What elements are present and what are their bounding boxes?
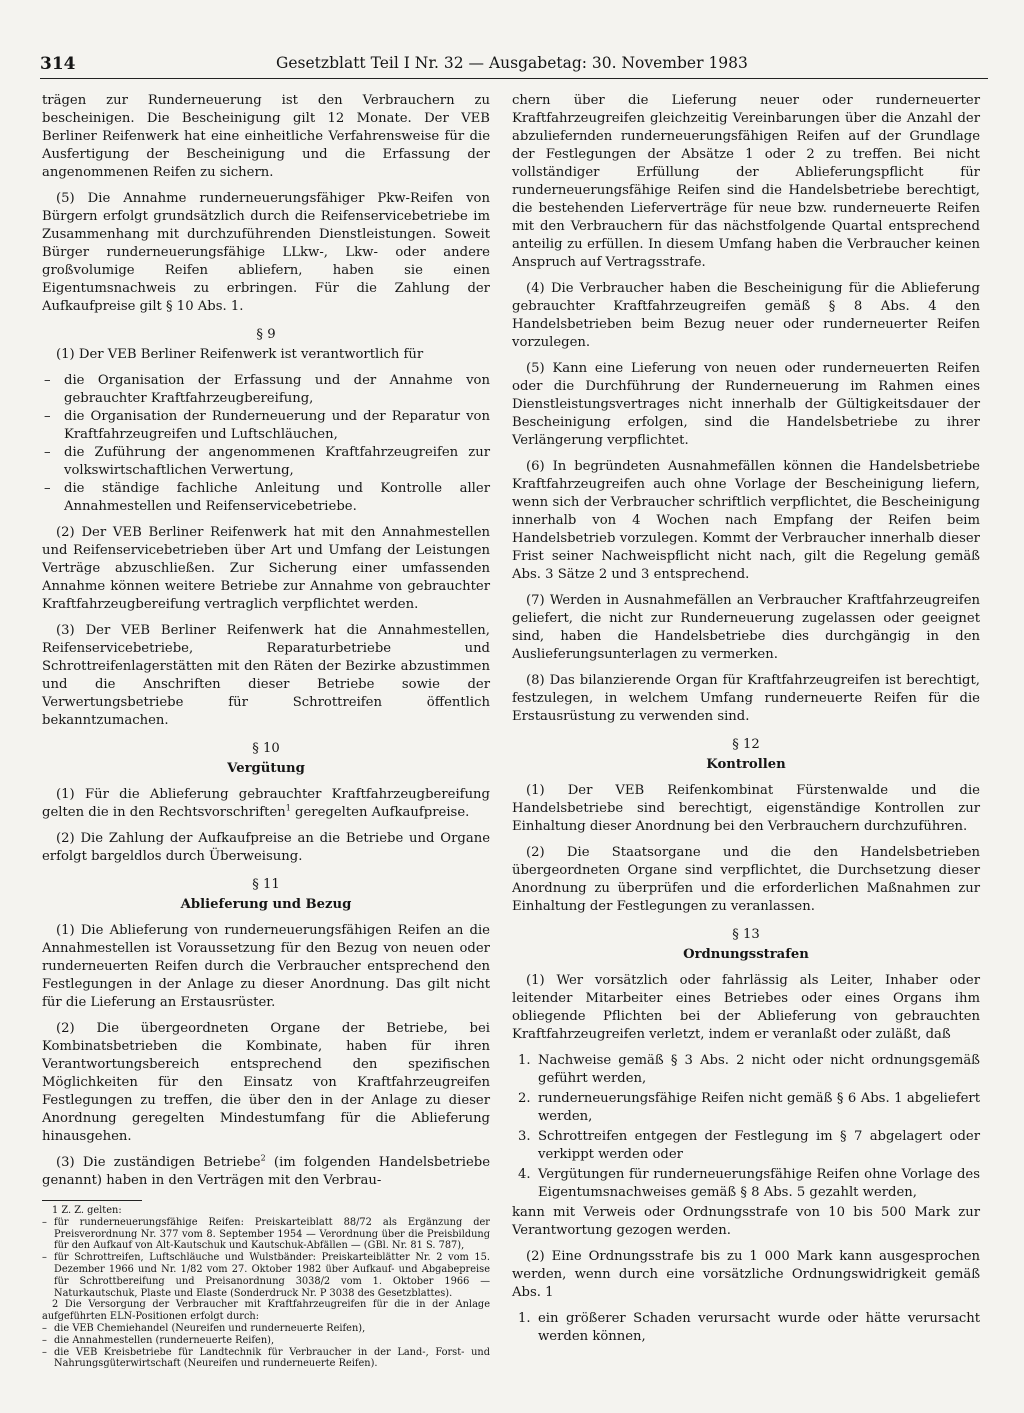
footnote-1-heading: 1 Z. Z. gelten: [52,1205,122,1216]
section-10-heading: § 10 [252,741,280,756]
paragraph-11-4: (4) Die Verbraucher haben die Bescheinigung für die Ablieferung gebrauchter Kraftfahrzeugreifen gemäß § 8 Abs. 4 den Handelsbetrieben beim Bezug neuer oder runderneuerter Reifen vorzulegen. [512,281,980,350]
section-13-title: Ordnungsstrafen [683,947,809,962]
section-13-list [512,1052,980,1202]
list-item: – die ständige fachliche Anleitung und Kontrolle aller Annahmestellen und Reifenservicebetriebe. [42,480,490,516]
section-9-list [42,372,490,516]
section-13-heading: § 13 [732,927,760,942]
list-item: 1. Nachweise gemäß § 3 Abs. 2 nicht oder nicht ordnungsgemäß geführt werden, [518,1053,980,1086]
right-column [512,92,980,1348]
paragraph-9-1: (1) Der VEB Berliner Reifenwerk ist verantwortlich für [56,347,424,362]
paragraph-11-1: (1) Die Ablieferung von runderneuerungsfähigen Reifen an die Annahmestellen ist Voraussetzung für den Bezug von neuen oder runderneuerten Reifen durch die Verbraucher entsprechend den Festlegungen in der Anlage zu dieser Anordnung. Das gilt nicht für die Lieferung an Erstausrüster. [42,923,490,1010]
footnote-2-heading: 2 Die Versorgung der Verbraucher mit Kraftfahrzeugreifen für die in der Anlage aufgeführten ELN-Positionen erfolgt durch: [42,1299,490,1323]
paragraph-9-3: (3) Der VEB Berliner Reifenwerk hat die Annahmestellen, Reifenservicebetriebe, Reparaturbetriebe und Schrottreifenlagerstätten mit den Räten der Bezirke abzustimmen und die Anschriften dieser Betriebe sowie der Verwertungsbetriebe für Schrottreifen öffentlich bekanntzumachen. [42,623,490,728]
paragraph-11-8: (8) Das bilanzierende Organ für Kraftfahrzeugreifen ist berechtigt, festzulegen, in welchem Umfang runderneuerte Reifen für die Erstausrüstung zu verwenden sind. [512,673,980,724]
list-item: – die Zuführung der angenommenen Kraftfahrzeugreifen zur volkswirtschaftlichen Verwertung, [42,444,490,480]
paragraph-12-1: (1) Der VEB Reifenkombinat Fürstenwalde und die Handelsbetriebe sind berechtigt, eigenständige Kontrollen zur Einhaltung dieser Anordnung bei den Verbrauchern durchzuführen. [512,783,980,834]
paragraph-8-5: (5) Die Annahme runderneuerungsfähiger Pkw-Reifen von Bürgern erfolgt grundsätzlich durch die Reifenservicebetriebe im Zusammenhang mit durchzuführenden Dienstleistungen. Soweit Bürger runderneuerungsfähige LLkw-, Lkw- oder andere großvolumige Reifen abliefern, haben sie einen Eigentumsnachweis zu erbringen. Für die Zahlung der Aufkaufpreise gilt § 10 Abs. 1. [42,191,490,314]
footnote-item: – für runderneuerungsfähige Reifen: Preiskarteiblatt 88/72 als Ergänzung der Preisverordnung Nr. 377 vom 8. September 1954 — Verordnung über die Preisbildung für den Aufkauf von Alt-Kautschuk und Kautschuk-Abfällen — (GBl. Nr. 81 S. 787), [42,1217,490,1252]
section-9-heading: § 9 [256,327,276,342]
left-column [42,92,490,1370]
section-10-title: Vergütung [227,761,305,776]
list-item: – die Organisation der Runderneuerung und der Reparatur von Kraftfahrzeugreifen und Luftschläuchen, [42,408,490,444]
footnote-item: – die VEB Kreisbetriebe für Landtechnik für Verbraucher in der Land-, Forst- und Nahrungsgüterwirtschaft (Neureifen und runderneuerte Reifen). [42,1347,490,1371]
paragraph-10-2: (2) Die Zahlung der Aufkaufpreise an die Betriebe und Organe erfolgt bargeldlos durch Überweisung. [42,831,490,864]
paragraph-continued: trägen zur Runderneuerung ist den Verbrauchern zu bescheinigen. Die Bescheinigung gilt 12 Monate. Der VEB Berliner Reifenwerk hat eine einheitliche Verfahrensweise für die Ausfertigung der Bescheinigung und die Erfassung der angenommenen Reifen zu sichern. [42,93,490,180]
section-11-heading: § 11 [252,877,280,892]
gazette-title: Gesetzblatt Teil I Nr. 32 — Ausgabetag: 30. November 1983 [276,54,748,72]
footnote-item: – die VEB Chemiehandel (Neureifen und runderneuerte Reifen), [42,1323,490,1335]
section-11-title: Ablieferung und Bezug [180,897,352,912]
paragraph-9-2: (2) Der VEB Berliner Reifenwerk hat mit den Annahmestellen und Reifenservicebetrieben über Art und Umfang der Leistungen Verträge abzuschließen. Zur Sicherung einer umfassenden Annahme können weitere Betriebe zur Annahme von gebrauchter Kraftfahrzeugbereifung vertraglich verpflichtet werden. [42,525,490,612]
paragraph-11-5: (5) Kann eine Lieferung von neuen oder runderneuerten Reifen oder die Durchführung der Runderneuerung im Rahmen eines Dienstleistungsvertrages nicht innerhalb der Gültigkeitsdauer der Bescheinigung erfolgen, sind die Handelsbetriebe zu ihrer Verlängerung verpflichtet. [512,361,980,448]
footnote-item: – für Schrottreifen, Luftschläuche und Wulstbänder: Preiskarteiblätter Nr. 2 vom 15. Dezember 1966 und Nr. 1/82 vom 27. Oktober 1982 über Aufkauf- und Abgabepreise für Schrottbereifung und Preisanordnung 3038/2 vom 1. Oktober 1966 — Naturkautschuk, Plaste und Elaste (Sonderdruck Nr. P 3038 des Gesetzblattes). [42,1252,490,1299]
footnotes [42,1205,490,1370]
footnote-ref-1: 1 [285,803,291,813]
list-item: – die Organisation der Erfassung und der Annahme von gebrauchter Kraftfahrzeugbereifung, [42,372,490,408]
paragraph-12-2: (2) Die Staatsorgane und die den Handelsbetrieben übergeordneten Organe sind verpflichtet, die Durchsetzung dieser Anordnung zu überprüfen und die erforderlichen Maßnahmen zur Einhaltung der Festlegungen zu veranlassen. [512,845,980,914]
footnote-1-list [42,1217,490,1300]
section-13-2-list [512,1310,980,1346]
section-12-heading: § 12 [732,737,760,752]
paragraph-11-7: (7) Werden in Ausnahmefällen an Verbraucher Kraftfahrzeugreifen geliefert, die nicht zur Runderneuerung zugelassen oder geeignet sind, haben die Handelsbetriebe dies durchgängig in den Auslieferungsunterlagen zu vermerken. [512,593,980,662]
list-item: 3. Schrottreifen entgegen der Festlegung im § 7 abgelagert oder verkippt werden oder [518,1129,980,1162]
footnote-divider [42,1200,142,1201]
section-12-title: Kontrollen [706,757,786,772]
paragraph-13-1-end: kann mit Verweis oder Ordnungsstrafe von 10 bis 500 Mark zur Verantwortung gezogen werden. [512,1205,980,1238]
page-header [40,54,988,79]
footnote-2-list [42,1323,490,1370]
paragraph-13-2: (2) Eine Ordnungsstrafe bis zu 1 000 Mark kann ausgesprochen werden, wenn durch eine vorsätzliche Ordnungswidrigkeit gemäß Abs. 1 [512,1249,980,1300]
paragraph-13-1: (1) Wer vorsätzlich oder fahrlässig als Leiter, Inhaber oder leitender Mitarbeiter eines Betriebes oder eines Organs ihm obliegende Pflichten bei der Ablieferung von gebrauchten Kraftfahrzeugreifen verletzt, indem er veranlaßt oder zuläßt, daß [512,973,980,1042]
paragraph-11-6: (6) In begründeten Ausnahmefällen können die Handelsbetriebe Kraftfahrzeugreifen auch ohne Vorlage der Bescheinigung liefern, wenn sich der Verbraucher schriftlich verpflichtet, die Bescheinigung innerhalb von 4 Wochen nach Empfang der Reifen beim Handelsbetrieb vorzulegen. Kommt der Verbraucher innerhalb dieser Frist seiner Nachweispflicht nicht nach, gilt die Regelung gemäß Abs. 3 Sätze 2 und 3 entsprechend. [512,459,980,582]
list-item: 1. ein größerer Schaden verursacht wurde oder hätte verursacht werden können, [518,1311,980,1344]
footnote-item: – die Annahmestellen (runderneuerte Reifen), [42,1335,490,1347]
list-item: 2. runderneuerungsfähige Reifen nicht gemäß § 6 Abs. 1 abgeliefert werden, [518,1091,980,1124]
paragraph-11-3-continued: chern über die Lieferung neuer oder runderneuerter Kraftfahrzeugreifen gleichzeitig Vereinbarungen über die Anzahl der abzuliefernden runderneuerungsfähigen Reifen auf der Grundlage der Festlegungen der Absätze 1 oder 2 zu treffen. Bei nicht vollständiger Erfüllung der Ablieferungspflicht für runderneuerungsfähige Reifen sind die Handelsbetriebe berechtigt, die bestehenden Lieferverträge für neue bzw. runderneuerte Reifen mit den Verbrauchern für das nächstfolgende Quartal entsprechend anteilig zu erfüllen. In diesem Umfang haben die Verbraucher keinen Anspruch auf Vertragsstrafe. [512,93,980,270]
page-number: 314 [40,54,76,74]
footnote-ref-2: 2 [260,1153,266,1163]
paragraph-11-2: (2) Die übergeordneten Organe der Betriebe, bei Kombinatsbetrieben die Kombinate, haben für ihren Verantwortungsbereich entsprechend den spezifischen Möglichkeiten für den Einsatz von Kraftfahrzeugreifen Festlegungen zu treffen, die über den in der Anlage zu dieser Anordnung geregelten Mindestumfang für die Ablieferung hinausgehen. [42,1021,490,1144]
paragraph-11-3: (3) Die zuständigen Betriebe$^2$ (im folgenden Handelsbetriebe genannt) haben in den Verträgen mit den Verbrau- [42,1153,490,1188]
list-item: 4. Vergütungen für runderneuerungsfähige Reifen ohne Vorlage des Eigentumsnachweises gemäß § 8 Abs. 5 gezahlt werden, [518,1167,980,1200]
paragraph-10-1: (1) Für die Ablieferung gebrauchter Kraftfahrzeugbereifung gelten die in den Rechtsvorschriften$^1$ geregelten Aufkaufpreise. [42,787,490,820]
